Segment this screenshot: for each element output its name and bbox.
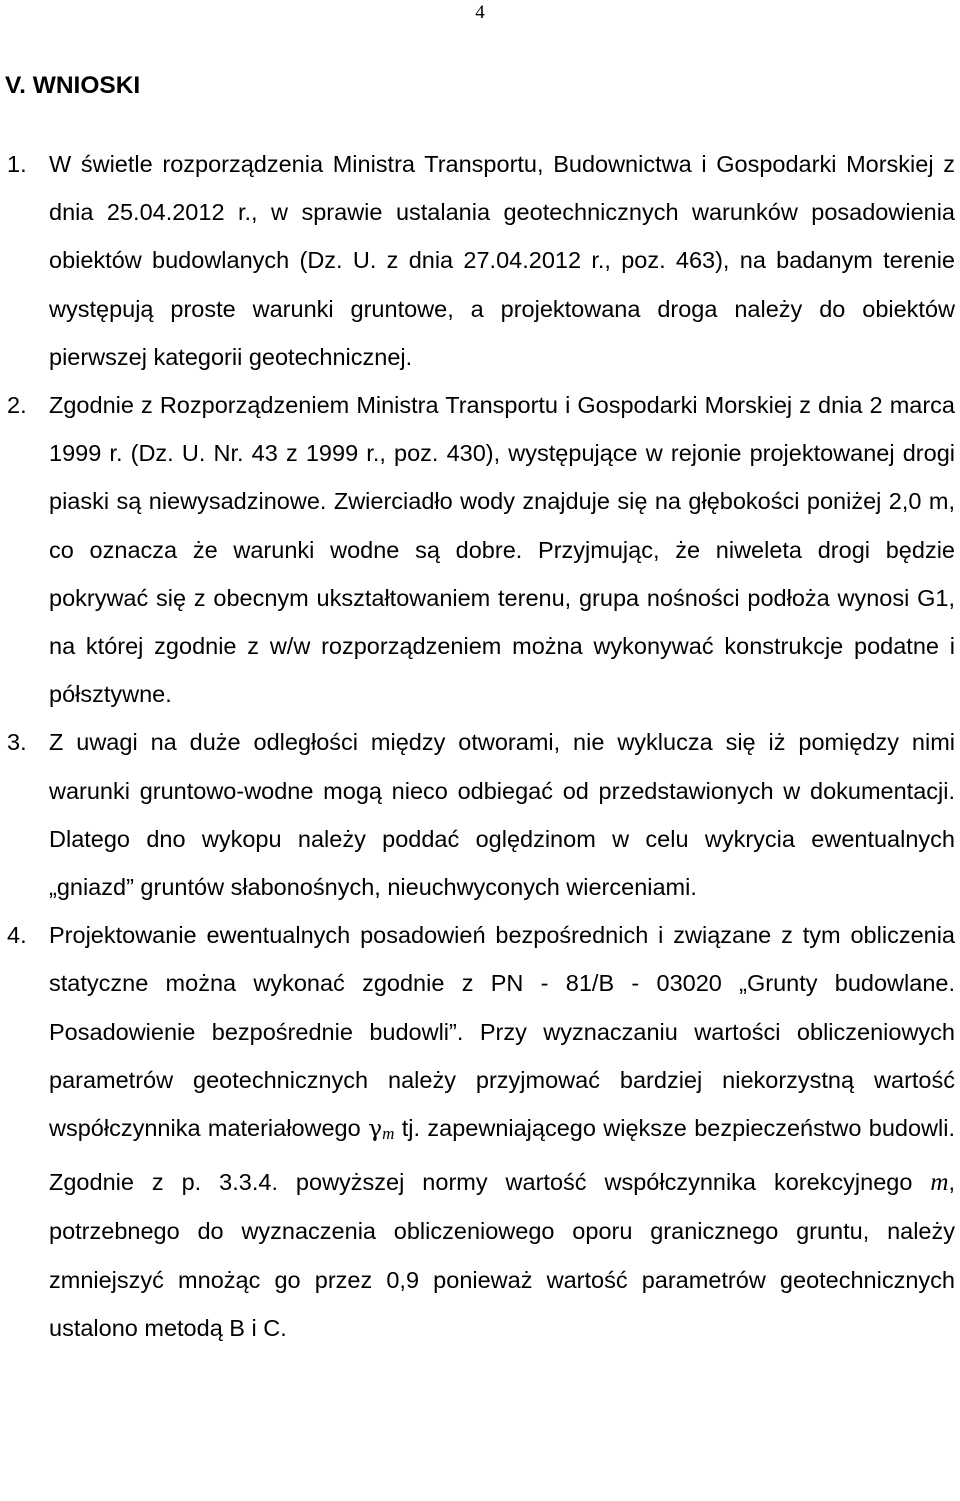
item-number: 2.	[7, 392, 27, 419]
gamma-symbol: γ	[368, 1114, 383, 1143]
conclusion-item-2	[0, 381, 955, 718]
item-text: Zgodnie z Rozporządzeniem Ministra Transportu i Gospodarki Morskiej z dnia 2 marca 1999 r. (Dz. U. Nr. 43 z 1999 r., poz. 430), występujące w rejonie projektowanej drogi piaski są niewysadzinowe. Zwierciadło wody znajduje się na głębokości poniżej 2,0 m, co oznacza że warunki wodne są dobre. Przyjmując, że niweleta drogi będzie pokrywać się z obecnym ukształtowaniem terenu, grupa nośności podłoża wynosi G1, na której zgodnie z w/w rozporządzeniem można wykonywać konstrukcje podatne i półsztywne.	[49, 392, 955, 708]
item-number: 4.	[7, 922, 27, 949]
item-text-part-c: , potrzebnego do wyznaczenia obliczeniowego oporu granicznego gruntu, należy zmniejszyć mnożąc go przez 0,9 ponieważ wartość parametrów geotechnicznych ustalono metodą B i C.	[49, 1169, 955, 1341]
conclusions-list	[0, 140, 960, 1352]
conclusion-item-1	[0, 140, 955, 381]
item-number: 3.	[7, 729, 27, 756]
item-number: 1.	[7, 151, 27, 177]
item-text-part-a: Projektowanie ewentualnych posadowień bezpośrednich i związane z tym obliczenia statyczne można wykonać zgodnie z PN - 81/B - 03020 „Grunty budowlane. Posadowienie bezpośrednie budowli”. Przy wyznaczaniu wartości obliczeniowych parametrów geotechnicznych należy przyjmować bardziej niekorzystną wartość współczynnika materiałowego	[49, 922, 955, 1142]
gamma-subscript: m	[382, 1124, 395, 1144]
item-text	[49, 911, 955, 1352]
item-text: W świetle rozporządzenia Ministra Transportu, Budownictwa i Gospodarki Morskiej z dnia 25.04.2012 r., w sprawie ustalania geotechnicznych warunków posadowienia obiektów budowlanych (Dz. U. z dnia 27.04.2012 r., poz. 463), na badanym terenie występują proste warunki gruntowe, a projektowana droga należy do obiektów pierwszej kategorii geotechnicznej.	[49, 151, 955, 370]
item-text-part-b: tj. zapewniającego większe bezpieczeństwo budowli. Zgodnie z p. 3.3.4. powyższej normy wartość współczynnika korekcyjnego	[49, 1115, 955, 1196]
conclusion-item-3	[0, 718, 955, 911]
conclusion-item-4	[0, 911, 955, 1352]
item-text: Z uwagi na duże odległości między otworami, nie wyklucza się iż pomiędzy nimi warunki gruntowo-wodne mogą nieco odbiegać od przedstawionych w dokumentacji. Dlatego dno wykopu należy poddać oględzinom w celu wykrycia ewentualnych „gniazd” gruntów słabonośnych, nieuchwyconych wierceniami.	[49, 729, 955, 901]
m-symbol: m	[930, 1169, 949, 1197]
section-heading: V. WNIOSKI	[5, 72, 141, 99]
page-number: 4	[475, 2, 485, 23]
